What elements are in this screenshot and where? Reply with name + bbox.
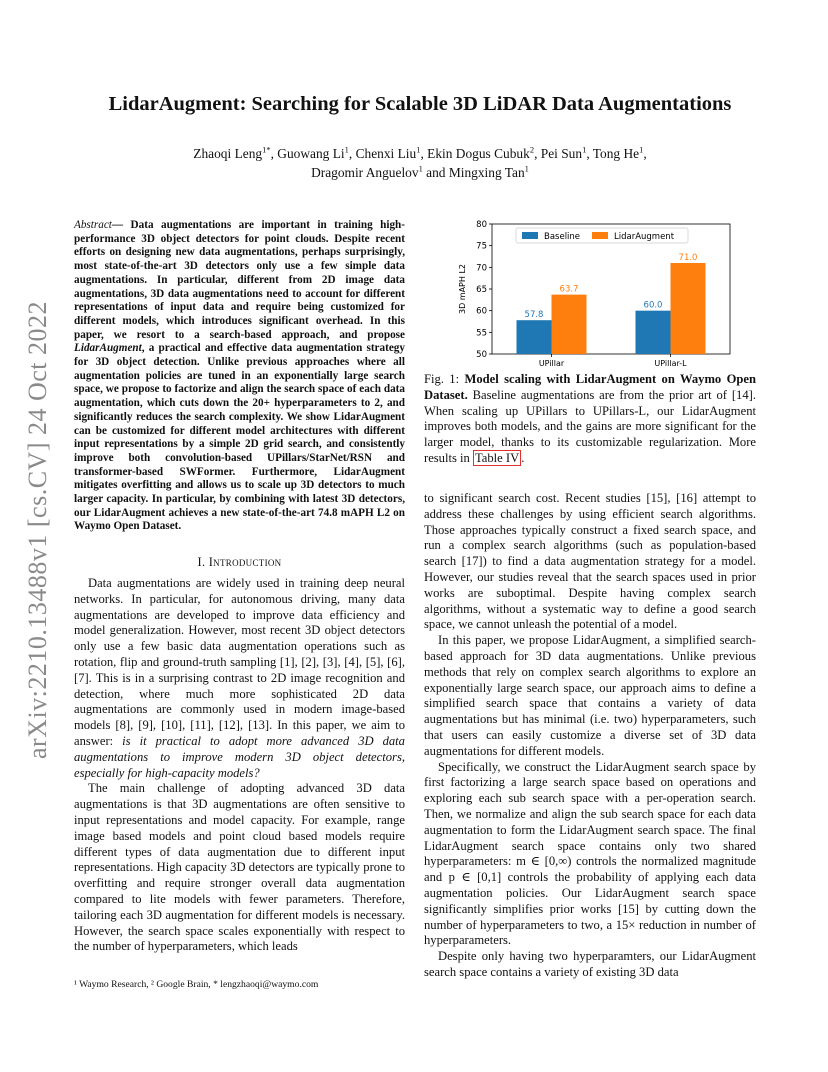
intro-paragraph-1 [74,576,405,781]
author-affiliation-mark: 1* [262,144,271,155]
legend-swatch [592,232,608,239]
author-name: Pei Sun [540,146,583,161]
intro-left-column [74,576,405,955]
author-affiliation-mark: 1 [524,163,529,174]
caption-label: Fig. 1: [424,372,460,386]
paper-title: LidarAugment: Searching for Scalable 3D LiDAR Data Augmentations [108,93,732,115]
right-paragraph-2: Specifically, we construct the LidarAugment search space by first factorizing a large search space based on operations and exploring each sub search space with a per-operation search. Then, we normalize and align the sub search space for each data augmentation to form the LidarAugment search space. The final LidarAugment search space contains only two shared hyperparameters: m ∈ [0,∞) controls the normalized magnitude and p ∈ [0,1] controls the probability of applying each data augmentation policies. Our LidarAugment search space significantly simplifies prior works [15] by cutting down the number of hyperparameters to two, a 15× reduction in number of hyperparameters. [424,759,756,948]
abstract-method-name: LidarAugment [74,342,142,355]
data-label: 60.0 [643,300,663,311]
author-name: Tong He [592,146,640,161]
author-list [120,144,720,182]
author-affiliation-mark: 2 [529,144,535,155]
author-line-1: Zhaoqi Leng$^{1*}$, Guowang Li$^1$, Chenxi Liu$^1$, Ekin Dogus Cubuk$^2$, Pei Sun$^1$, Tong He$^1$, [193,144,647,161]
bar-baseline-upillar-l [636,311,671,354]
author-affiliation-mark: 1 [418,163,423,174]
legend-label: Baseline [544,232,581,242]
author-name: Guowang Li [277,146,345,161]
figure-1-bar-chart [452,216,734,372]
caption-title: Model scaling with LidarAugment on Waymo Open Dataset. [424,372,756,402]
section-heading-introduction [74,555,405,570]
bar-lidaraugment-upillar-l [671,263,706,354]
y-tick-label: 55 [476,328,487,339]
x-tick-label: UPillar-L [654,359,687,368]
data-label: 57.8 [524,310,544,321]
data-label: 71.0 [678,253,698,263]
figure-1-caption [424,372,756,467]
intro-paragraph-2: The main challenge of adopting advanced 3D data augmentations is that 3D augmentations are often sensitive to input representations and model capacity. For example, range image based models and point cloud based models require different types of data augmentation due to different input representations. High capacity 3D detectors are typically prone to overfitting and require stronger overall data augmentation compared to lite models with fewer parameters. Therefore, tailoring each 3D augmentation for different models is necessary. However, the search space scales exponentially with respect to the number of hyperparameters, which leads [74,781,405,954]
abstract-text: — Data augmentations are important in training high-performance 3D object detectors for point clouds. Despite recent efforts on designing new data augmentations, perhaps surprisingly, most state-of-the-art 3D detectors only use a few simple data augmentations. In particular, different from 2D image data augmentations, 3D data augmentations need to account for different representations of input data and require being customized for different models, which introduces significant overhead. In this paper, we resort to a search-based approach, and propose [74,219,405,341]
legend-label: LidarAugment [614,232,675,242]
footnote-affiliations: ¹ Waymo Research, ² Google Brain, * lengzhaoqi@waymo.com [74,979,319,990]
author-name: Zhaoqi Leng [193,146,263,161]
y-axis-label: 3D mAPH L2 [458,264,467,314]
intro-right-column [424,491,756,981]
intro-p1-text: Data augmentations are widely used in training deep neural networks. In particular, for autonomous driving, many data augmentations are developed to improve data efficiency and model generalization. However, most recent 3D object detectors only use a few basic data augmentation operations such as rotation, flip and ground-truth sampling [1], [2], [3], [4], [5], [6], [7]. This is in a surprising contrast to 2D image recognition and detection, where much more sophisticated 2D data augmentations are commonly used in modern image-based models [8], [9], [10], [11], [12], [13]. In this paper, we aim to answer: [74,576,405,748]
author-name: Dragomir Anguelov [311,165,419,180]
x-tick-label: UPillar [538,359,565,368]
bar-baseline-upillar [517,320,552,354]
y-tick-label: 50 [476,350,487,360]
author-affiliation-mark: 1 [344,144,349,155]
author-name: Chenxi Liu [355,146,417,161]
data-label: 63.7 [559,284,579,295]
table-iv-link[interactable]: Table IV [474,450,520,465]
arxiv-identifier [18,280,58,780]
abstract [74,219,405,534]
author-affiliation-mark: 1 [416,144,421,155]
right-paragraph-1: In this paper, we propose LidarAugment, a simplified search-based approach for 3D data augmentations. Unlike previous methods that rely on complex search algorithms to explore an exponentially large search space, our approach aims to define a simplified search space that contains a variety of data augmentations but has minimal (i.e. two) hyperparameters, such that users can easily customize a diverse set of 3D data augmentations for different models. [424,633,756,758]
bar-lidaraugment-upillar [552,295,587,354]
section-number: I. [197,555,206,569]
author-name: Mingxing Tan [448,165,525,180]
abstract-label: Abstract [74,219,112,231]
y-tick-label: 60 [476,306,487,317]
author-affiliation-mark: 1 [582,144,587,155]
right-paragraph-0: to significant search cost. Recent studies [15], [16] attempt to address these challenges by using efficient search algorithms. Those approaches typically construct a fixed search space, and run a complex search algorithms (such as population-based search [17]) to find a data augmentation strategy for a model. However, our studies reveal that the search spaces used in prior works are suboptimal. Despite having complex search algorithms, without a systematic way to define a good search space, we cannot unleash the potential of a model. [424,491,756,632]
author-name: Ekin Dogus Cubuk [427,146,530,161]
section-title: Introduction [208,555,282,569]
intro-research-question: is it practical to adopt more advanced 3D data augmentations to improve modern 3D object detectors, especially for high-capacity models? [74,733,405,780]
right-paragraph-3: Despite only having two hyperparamters, our LidarAugment search space contains a variety of existing 3D data [424,949,756,979]
y-tick-label: 70 [476,263,487,274]
y-tick-label: 80 [476,220,487,230]
abstract-text-cont: , a practical and effective data augmentation strategy for 3D object detection. Unlike previous approaches where all augmentation policies are tuned in an exponentially large search space, we propose to factorize and align the search space of each data augmentation, which cuts down the 20+ hyperparameters to 2, and significantly reduces the search complexity. We show LidarAugment can be customized for different model architectures with different input representations by a simple 2D grid search, and consistently improve both convolution-based UPillars/StarNet/RSN and transformer-based SWFormer. Furthermore, LidarAugment mitigates overfitting and allows us to scale up 3D detectors to much larger capacity. In particular, by combining with latest 3D detectors, our LidarAugment achieves a new state-of-the-art 74.8 mAPH L2 on Waymo Open Dataset. [74,342,405,533]
author-line-2: Dragomir Anguelov$^1$ and Mingxing Tan$^1$ [311,163,529,180]
caption-text: Baseline augmentations are from the prior art of [14]. When scaling up UPillars to UPillars-L, our LidarAugment improves both models, and the gains are more significant for the larger model, thanks to its customizable regularization. More results in [424,387,756,465]
author-affiliation-mark: 1 [639,144,644,155]
arxiv-id-text: arXiv:2210.13488v1 [cs.CV] 24 Oct 2022 [23,300,52,760]
caption-end: . [521,450,525,465]
y-tick-label: 65 [476,285,487,295]
chart-bars [517,253,706,354]
chart-legend [516,228,688,243]
y-tick-label: 75 [476,241,487,252]
legend-swatch [522,232,538,239]
